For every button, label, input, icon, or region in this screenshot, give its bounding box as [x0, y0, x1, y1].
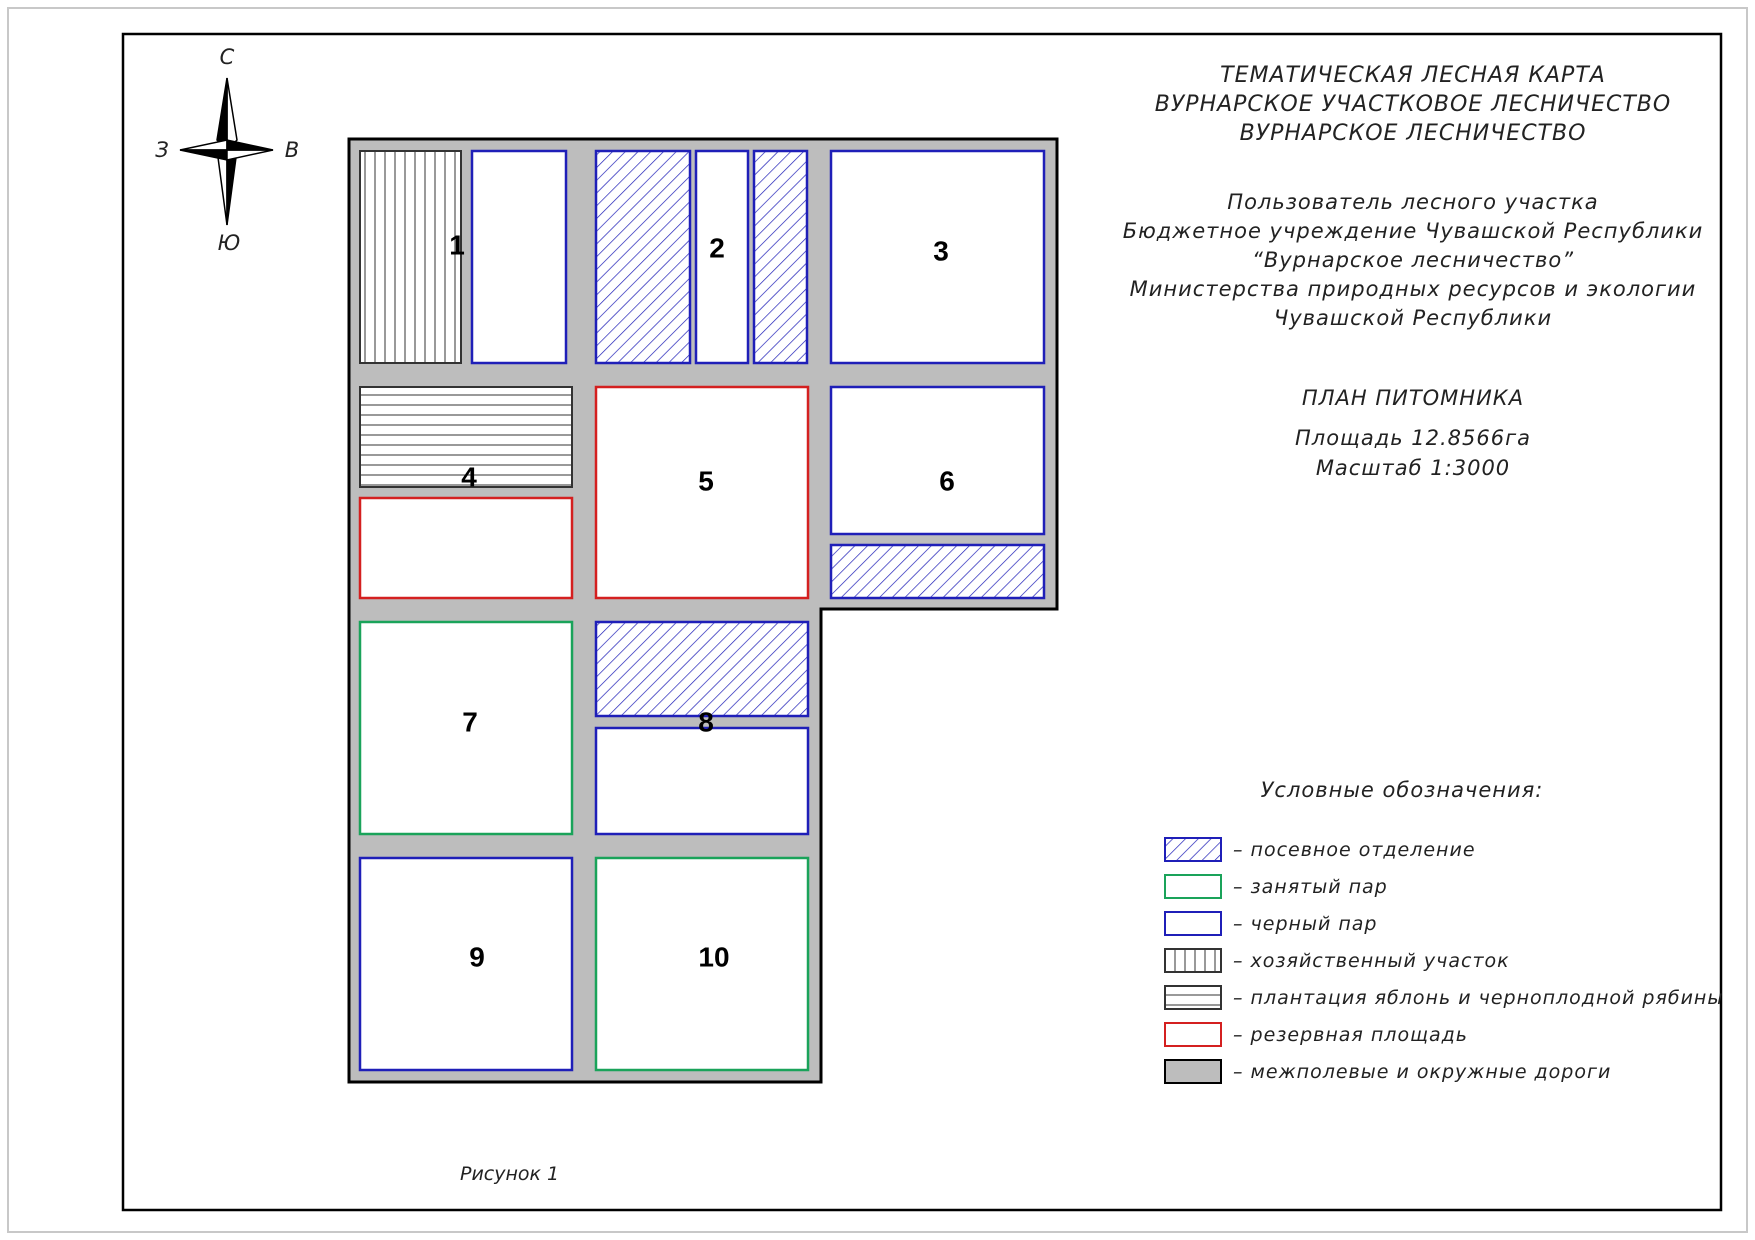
compass-east-arm-light — [227, 150, 273, 160]
legend-label-reserve: – резервная площадь — [1233, 1024, 1468, 1046]
legend-label-sowing: – посевное отделение — [1233, 839, 1476, 861]
plot-7-label: 7 — [462, 706, 478, 738]
compass-south-arm-light — [217, 150, 227, 225]
plot-3-label: 3 — [933, 235, 949, 267]
user-line4: Министерства природных ресурсов и экологии — [1129, 277, 1697, 301]
plot-4-reserve — [360, 498, 572, 598]
plan-scale: Масштаб 1:3000 — [1315, 456, 1511, 480]
legend-swatch-occupied-fallow — [1165, 875, 1221, 898]
compass-east-arm-dark — [227, 140, 273, 150]
compass-east-label: В — [284, 138, 300, 162]
legend-label-black-fallow: – черный пар — [1233, 913, 1378, 935]
plot-8-black-fallow — [596, 728, 808, 834]
legend-label-household: – хозяйственный участок — [1233, 950, 1510, 972]
legend-swatch-household — [1165, 949, 1221, 972]
plot-5-label: 5 — [698, 465, 714, 497]
user-line2: Бюджетное учреждение Чувашской Республики — [1122, 219, 1704, 243]
plot-6-sowing — [831, 545, 1044, 598]
compass-north-arm-dark — [217, 78, 227, 150]
plot-1-household-area — [360, 151, 461, 363]
user-line1: Пользователь лесного участка — [1227, 190, 1599, 214]
plot-1-black-fallow — [472, 151, 566, 363]
plot-1-label: 1 — [449, 229, 465, 261]
legend-swatch-reserve — [1165, 1023, 1221, 1046]
compass-west-arm-dark — [180, 150, 227, 160]
compass-north-arm-light — [227, 78, 237, 150]
legend-label-roads: – межполевые и окружные дороги — [1233, 1061, 1612, 1083]
legend-title: Условные обозначения: — [1260, 778, 1544, 802]
plot-9-label: 9 — [469, 941, 485, 973]
plot-6-black-fallow — [831, 387, 1044, 534]
legend-swatch-black-fallow — [1165, 912, 1221, 935]
plot-2-sowing-b — [754, 151, 807, 363]
figure-caption: Рисунок 1 — [460, 1163, 560, 1185]
user-line3: “Вурнарское лесничество” — [1251, 248, 1575, 272]
plot-6-label: 6 — [939, 465, 955, 497]
compass-north-label: С — [219, 45, 235, 69]
legend-label-orchard: – плантация яблонь и черноплодной рябины — [1233, 987, 1724, 1009]
plot-8-label: 8 — [698, 706, 714, 738]
plot-8-sowing — [596, 622, 808, 716]
map-title-line1: ТЕМАТИЧЕСКАЯ ЛЕСНАЯ КАРТА — [1220, 63, 1606, 88]
plot-9-black-fallow — [360, 858, 572, 1070]
user-line5: Чувашской Республики — [1273, 306, 1553, 330]
plan-name: ПЛАН ПИТОМНИКА — [1301, 386, 1525, 410]
plot-4-label: 4 — [461, 461, 477, 493]
plan-area: Площадь 12.8566га — [1294, 426, 1532, 450]
compass-west-arm-light — [180, 140, 227, 150]
plot-10-label: 10 — [698, 941, 730, 973]
legend-swatch-orchard — [1165, 986, 1221, 1009]
plot-2-sowing-a — [596, 151, 690, 363]
legend-label-occupied-fallow: – занятый пар — [1233, 876, 1388, 898]
legend-swatch-sowing — [1165, 838, 1221, 861]
compass-west-label: З — [155, 138, 169, 162]
legend-swatch-roads — [1165, 1060, 1221, 1083]
compass-rose — [155, 45, 299, 255]
plot-2-label: 2 — [709, 232, 725, 264]
map-title-line2: ВУРНАРСКОЕ УЧАСТКОВОЕ ЛЕСНИЧЕСТВО — [1154, 92, 1672, 117]
compass-south-arm-dark — [227, 150, 237, 225]
compass-south-label: Ю — [217, 231, 241, 255]
map-title-line3: ВУРНАРСКОЕ ЛЕСНИЧЕСТВО — [1239, 121, 1587, 146]
